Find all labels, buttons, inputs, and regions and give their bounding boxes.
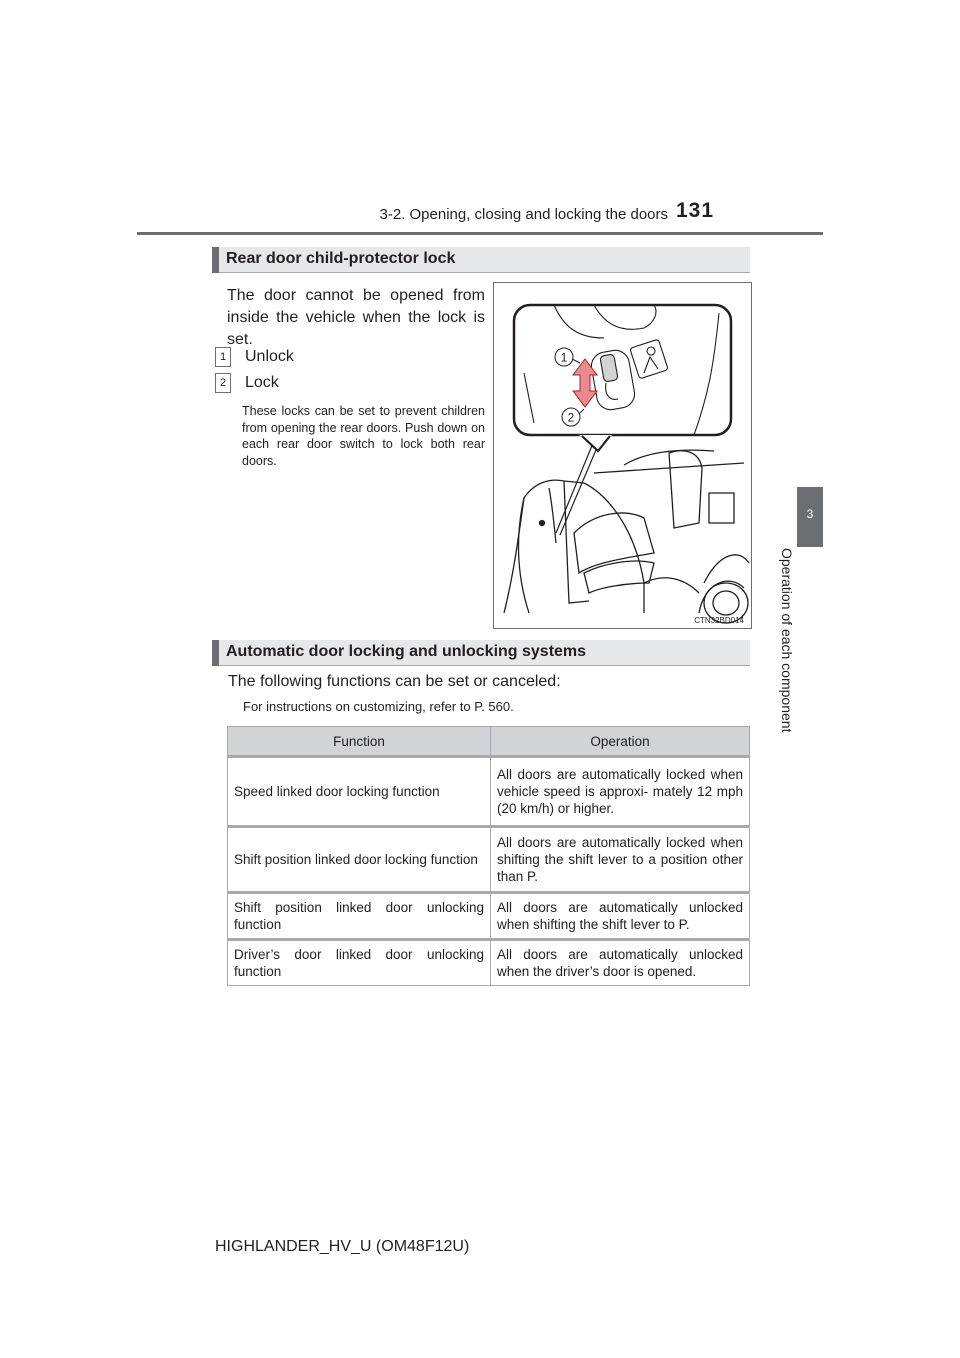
heading-bar <box>212 247 219 273</box>
heading-bar <box>212 640 219 666</box>
chapter-tab-label <box>770 548 800 748</box>
child-lock-note: These locks can be set to prevent children from opening the rear doors. Push down on each rear door switch to lock both rear doors. <box>242 404 485 468</box>
callout-2 <box>562 408 580 426</box>
section-title: 3-2. Opening, closing and locking the doors <box>379 206 668 223</box>
table-row <box>228 893 750 940</box>
section-heading-child-lock <box>212 247 750 273</box>
chapter-label: Operation of each component <box>779 548 795 733</box>
table-row <box>228 827 750 893</box>
functions-table <box>227 726 750 986</box>
operation-cell: All doors are automatically unlocked when shifting the shift lever to P. <box>491 893 750 940</box>
figure-code: CTN32BD014 <box>694 616 744 625</box>
column-header-operation: Operation <box>491 727 750 757</box>
function-cell: Shift position linked door locking function <box>228 827 491 893</box>
auto-lock-intro: The following functions can be set or canceled: <box>228 673 561 690</box>
chapter-tab <box>797 487 823 547</box>
table-row <box>228 940 750 986</box>
item-number-badge: 1 <box>215 347 231 367</box>
item-label: Lock <box>245 374 279 392</box>
door-drawing <box>494 283 751 628</box>
footer-model-code: HIGHLANDER_HV_U (OM48F12U) <box>215 1238 470 1255</box>
function-cell: Driver’s door linked door unlocking function <box>228 940 491 986</box>
operation-cell: All doors are automatically locked when vehicle speed is approxi- mately 12 mph (20 km/h) or higher. <box>491 757 750 827</box>
child-lock-description: The door cannot be opened from inside the vehicle when the lock is set. <box>227 287 485 348</box>
item-label: Unlock <box>245 348 294 366</box>
table-row <box>228 757 750 827</box>
section-heading-auto-lock <box>212 640 750 666</box>
table-header-row <box>228 727 750 757</box>
page-number: 131 <box>676 199 715 222</box>
callout-1-label: 1 <box>560 350 568 365</box>
column-header-function: Function <box>228 727 491 757</box>
operation-cell: All doors are automatically unlocked when the driver’s door is opened. <box>491 940 750 986</box>
heading-text: Rear door child-protector lock <box>226 250 456 267</box>
header-rule <box>137 232 823 235</box>
function-cell: Speed linked door locking function <box>228 757 491 827</box>
list-item-lock <box>215 373 279 393</box>
function-cell: Shift position linked door unlocking function <box>228 893 491 940</box>
operation-cell: All doors are automatically locked when shifting the shift lever to a position other than P. <box>491 827 750 893</box>
child-lock-illustration <box>493 282 752 629</box>
chapter-number: 3 <box>806 507 814 521</box>
callout-2-label: 2 <box>567 410 575 425</box>
callout-1 <box>555 348 573 366</box>
auto-lock-reference: For instructions on customizing, refer to P. 560. <box>243 699 514 714</box>
item-number-badge: 2 <box>215 373 231 393</box>
heading-text: Automatic door locking and unlocking systems <box>226 643 587 660</box>
list-item-unlock <box>215 347 294 367</box>
